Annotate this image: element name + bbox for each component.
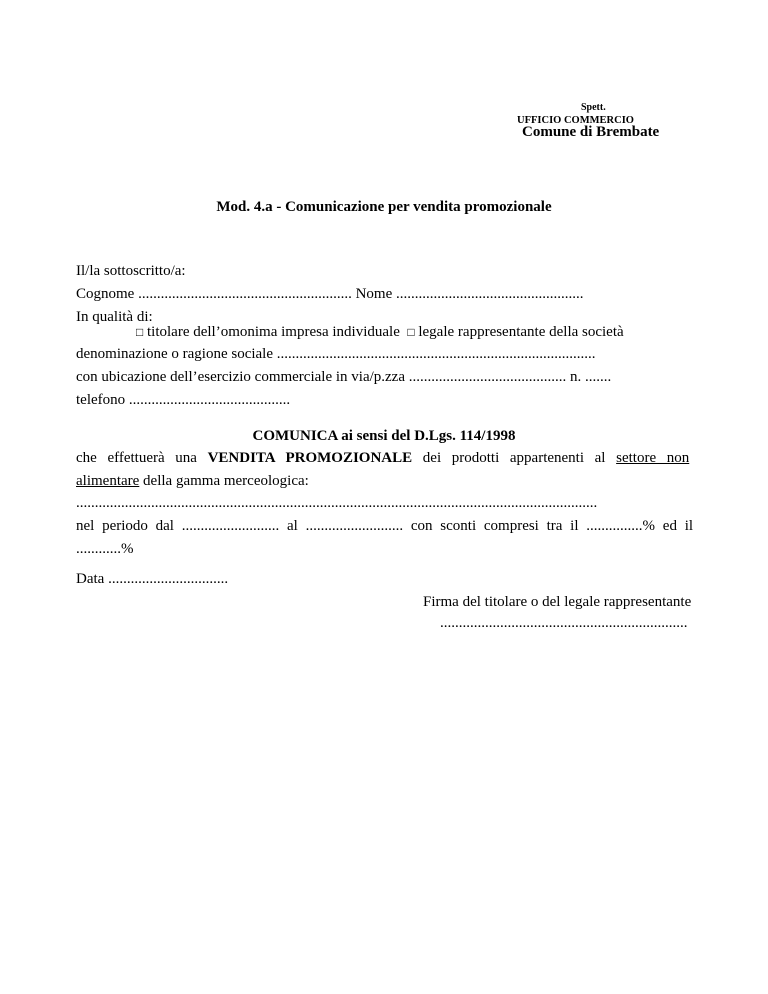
address-field[interactable]: .......................................... — [408, 369, 567, 385]
name-field[interactable]: .................................................. — [396, 286, 584, 302]
company-field[interactable]: ..................................................................................... — [276, 346, 596, 362]
signature-label: Firma del titolare o del legale rappresentante — [423, 594, 692, 610]
signature-field[interactable]: .................................................................. — [440, 615, 688, 631]
surname-field[interactable]: ......................................................... — [138, 286, 352, 302]
date-field[interactable]: ................................ — [108, 571, 229, 587]
option-titolare-label: titolare dell’omonima impresa individuale — [147, 324, 400, 340]
period-from-field[interactable]: .......................... — [181, 518, 280, 534]
company-row — [76, 346, 596, 363]
number-field[interactable]: ....... — [585, 369, 612, 385]
checkbox-titolare[interactable]: □ — [136, 325, 144, 339]
option-legale-label: legale rappresentante della società — [418, 324, 624, 340]
product-range-field[interactable]: ........................................................................................................................................... — [76, 495, 598, 511]
body-text-mid: dei prodotti appartenenti al — [422, 450, 606, 466]
period-to-field[interactable]: .......................... — [305, 518, 404, 534]
company-label: denominazione o ragione sociale — [76, 346, 274, 362]
period-row — [76, 518, 693, 535]
discount-from-field[interactable]: ...............% ed il — [586, 518, 694, 534]
recipient-municipality: Comune di Brembate — [522, 124, 660, 140]
capacity-options — [136, 324, 624, 341]
period-to-label: al — [287, 518, 298, 534]
comunica-heading: COMUNICA ai sensi del D.Lgs. 114/1998 — [252, 428, 516, 444]
body-gamma: della gamma merceologica: — [143, 473, 309, 489]
body-text-pre: che effettuerà una — [76, 450, 197, 466]
undersigned-label: Il/la sottoscritto/a: — [76, 263, 186, 279]
date-row — [76, 571, 228, 588]
checkbox-legale[interactable]: □ — [407, 325, 415, 339]
address-label: con ubicazione dell’esercizio commerciale in via/p.zza — [76, 369, 405, 385]
number-label: n. — [570, 369, 582, 385]
body-vendita: VENDITA PROMOZIONALE — [207, 450, 413, 466]
discount-to-field[interactable]: ............% — [76, 541, 134, 557]
body-settore: settore non — [616, 450, 690, 466]
period-from-label: nel periodo dal — [76, 518, 174, 534]
recipient-spett: Spett. — [581, 102, 606, 113]
discount-label: con sconti compresi tra il — [410, 518, 579, 534]
phone-label: telefono — [76, 392, 126, 408]
surname-label: Cognome — [76, 286, 135, 302]
recipient-office: UFFICIO COMMERCIO — [517, 115, 634, 126]
phone-field[interactable]: ........................................... — [128, 392, 291, 408]
date-label: Data — [76, 571, 105, 587]
capacity-label: In qualità di: — [76, 309, 153, 325]
body-line-2 — [76, 473, 309, 490]
body-alimentare: alimentare — [76, 473, 140, 489]
phone-row — [76, 392, 290, 409]
name-row — [76, 286, 584, 303]
body-line-1 — [76, 450, 693, 467]
address-row — [76, 369, 611, 386]
name-label: Nome — [355, 286, 393, 302]
form-title: Mod. 4.a - Comunicazione per vendita promozionale — [216, 199, 552, 215]
